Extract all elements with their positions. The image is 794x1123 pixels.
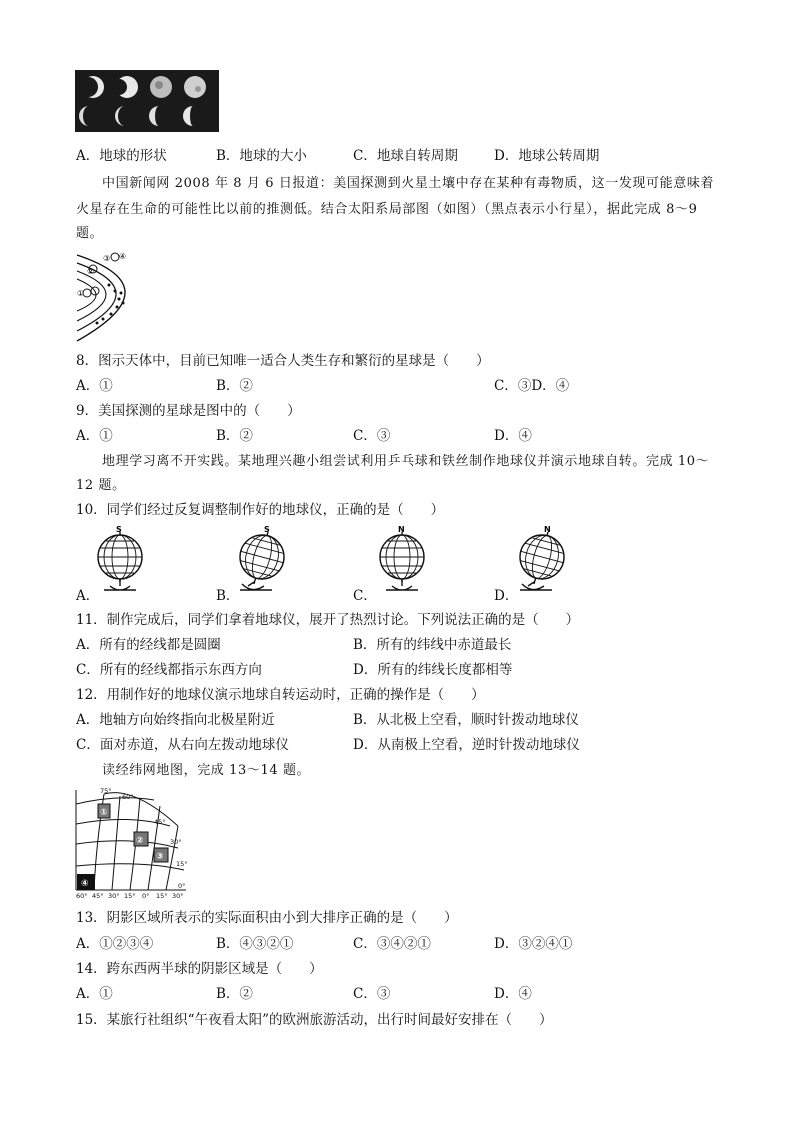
q9-option-c[interactable]: C．③ bbox=[353, 428, 391, 444]
q7-option-b[interactable]: B．地球的大小 bbox=[216, 148, 307, 164]
q7-option-a[interactable]: A．地球的形状 bbox=[76, 148, 167, 164]
q8-option-a[interactable]: A．① bbox=[76, 378, 113, 394]
passage-13-14-line1: 读经纬网地图，完成 13～14 题。 bbox=[102, 763, 311, 778]
passage-10-12-line1: 地理学习离不开实践。某地理兴趣小组尝试利用乒乓球和铁丝制作地球仪并演示地球自转。完成 10～ bbox=[102, 454, 710, 469]
globe-a bbox=[90, 524, 150, 594]
passage-10-12-line2: 12 题。 bbox=[76, 478, 126, 493]
globe-d bbox=[512, 524, 572, 594]
q12-stem: 12．用制作好的地球仪演示地球自转运动时，正确的操作是（ ） bbox=[76, 687, 485, 703]
q10-option-a[interactable]: A． bbox=[76, 588, 100, 604]
q8-option-cd[interactable]: C．③D．④ bbox=[494, 378, 570, 394]
q10-option-c[interactable]: C． bbox=[353, 588, 377, 604]
globe-b bbox=[232, 524, 292, 594]
solar-label-1: ① bbox=[77, 289, 85, 298]
q11-option-d[interactable]: D．所有的纬线长度都相等 bbox=[353, 662, 513, 678]
q10-stem: 10．同学们经过反复调整制作好的地球仪，正确的是（ ） bbox=[76, 502, 445, 518]
q12-option-d[interactable]: D．从南极上空看，逆时针拨动地球仪 bbox=[353, 737, 580, 753]
solar-label-2: ② bbox=[87, 267, 95, 276]
lon-label-45: 45° bbox=[92, 892, 104, 900]
moon-phase-photo bbox=[75, 70, 219, 132]
q14-option-c[interactable]: C．③ bbox=[353, 986, 391, 1002]
q12-option-a[interactable]: A．地轴方向始终指向北极星附近 bbox=[76, 712, 275, 728]
lat-label-0: 0° bbox=[178, 882, 186, 890]
globe-c bbox=[372, 524, 432, 594]
q14-option-d[interactable]: D．④ bbox=[494, 986, 532, 1002]
q11-option-b[interactable]: B．所有的纬线中赤道最长 bbox=[353, 637, 512, 653]
q13-option-c[interactable]: C．③④②① bbox=[353, 936, 431, 952]
lat-label-15: 15° bbox=[176, 860, 188, 868]
q13-option-b[interactable]: B．④③②① bbox=[216, 936, 294, 952]
q11-option-c[interactable]: C．所有的经线都指示东西方向 bbox=[76, 662, 262, 678]
graticule-region-1: ① bbox=[100, 808, 108, 818]
lat-label-60: 60° bbox=[122, 793, 134, 801]
lon-label-60: 60° bbox=[76, 892, 88, 900]
lon-label-0: 0° bbox=[142, 892, 150, 900]
q8-option-b[interactable]: B．② bbox=[216, 378, 253, 394]
q14-option-a[interactable]: A．① bbox=[76, 986, 113, 1002]
lat-label-30: 30° bbox=[170, 838, 182, 846]
graticule-region-4: ④ bbox=[81, 879, 89, 889]
graticule-region-3: ③ bbox=[156, 852, 164, 862]
q15-stem: 15．某旅行社组织“午夜看太阳”的欧洲旅游活动，出行时间最好安排在（ ） bbox=[76, 1012, 553, 1028]
lat-label-45: 45° bbox=[154, 818, 166, 826]
globe-c-pole-label: N bbox=[398, 525, 405, 534]
q7-option-d[interactable]: D．地球公转周期 bbox=[494, 148, 600, 164]
lon-label-15w: 15° bbox=[124, 892, 136, 900]
q13-option-a[interactable]: A．①②③④ bbox=[76, 936, 154, 952]
q10-option-b[interactable]: B． bbox=[216, 588, 240, 604]
q9-stem: 9．美国探测的星球是图中的（ ） bbox=[76, 403, 301, 419]
q14-stem: 14．跨东西两半球的阴影区域是（ ） bbox=[76, 961, 323, 977]
q9-option-d[interactable]: D．④ bbox=[494, 428, 532, 444]
q8-stem: 8．图示天体中，目前已知唯一适合人类生存和繁衍的星球是（ ） bbox=[76, 353, 490, 369]
q7-option-c[interactable]: C．地球自转周期 bbox=[353, 148, 458, 164]
graticule-map bbox=[74, 786, 190, 900]
globe-d-pole-label: N bbox=[544, 525, 551, 534]
q13-stem: 13．阴影区域所表示的实际面积由小到大排序正确的是（ ） bbox=[76, 910, 458, 926]
lon-label-30: 30° bbox=[108, 892, 120, 900]
lat-label-75: 75° bbox=[100, 787, 112, 795]
solar-label-4: ④ bbox=[119, 252, 127, 261]
q10-option-d[interactable]: D． bbox=[494, 588, 519, 604]
q9-option-a[interactable]: A．① bbox=[76, 428, 113, 444]
q12-option-c[interactable]: C．面对赤道，从右向左拨动地球仪 bbox=[76, 737, 289, 753]
graticule-region-2: ② bbox=[136, 836, 144, 846]
solar-system-figure bbox=[75, 247, 155, 343]
q11-stem: 11．制作完成后，同学们拿着地球仪，展开了热烈讨论。下列说法正确的是（ ） bbox=[76, 612, 580, 628]
q12-option-b[interactable]: B．从北极上空看，顺时针拨动地球仪 bbox=[353, 712, 579, 728]
lon-label-30e: 30° bbox=[172, 892, 184, 900]
solar-label-3: ③ bbox=[103, 254, 111, 263]
passage-8-9-line1: 中国新闻网 2008 年 8 月 6 日报道：美国探测到火星土壤中存在某种有毒物质，这一发现可能意味着 bbox=[102, 176, 715, 191]
q14-option-b[interactable]: B．② bbox=[216, 986, 253, 1002]
globe-b-pole-label: S bbox=[264, 525, 270, 534]
passage-8-9-line2: 火星存在生命的可能性比以前的推测低。结合太阳系局部图（如图）（黑点表示小行星），据此完成 8～9 bbox=[76, 202, 698, 217]
q11-option-a[interactable]: A．所有的经线都是圆圈 bbox=[76, 637, 221, 653]
lon-label-15e: 15° bbox=[156, 892, 168, 900]
q13-option-d[interactable]: D．③②④① bbox=[494, 936, 573, 952]
passage-8-9-line3: 题。 bbox=[76, 226, 104, 241]
q9-option-b[interactable]: B．② bbox=[216, 428, 253, 444]
globe-a-pole-label: S bbox=[116, 525, 122, 534]
